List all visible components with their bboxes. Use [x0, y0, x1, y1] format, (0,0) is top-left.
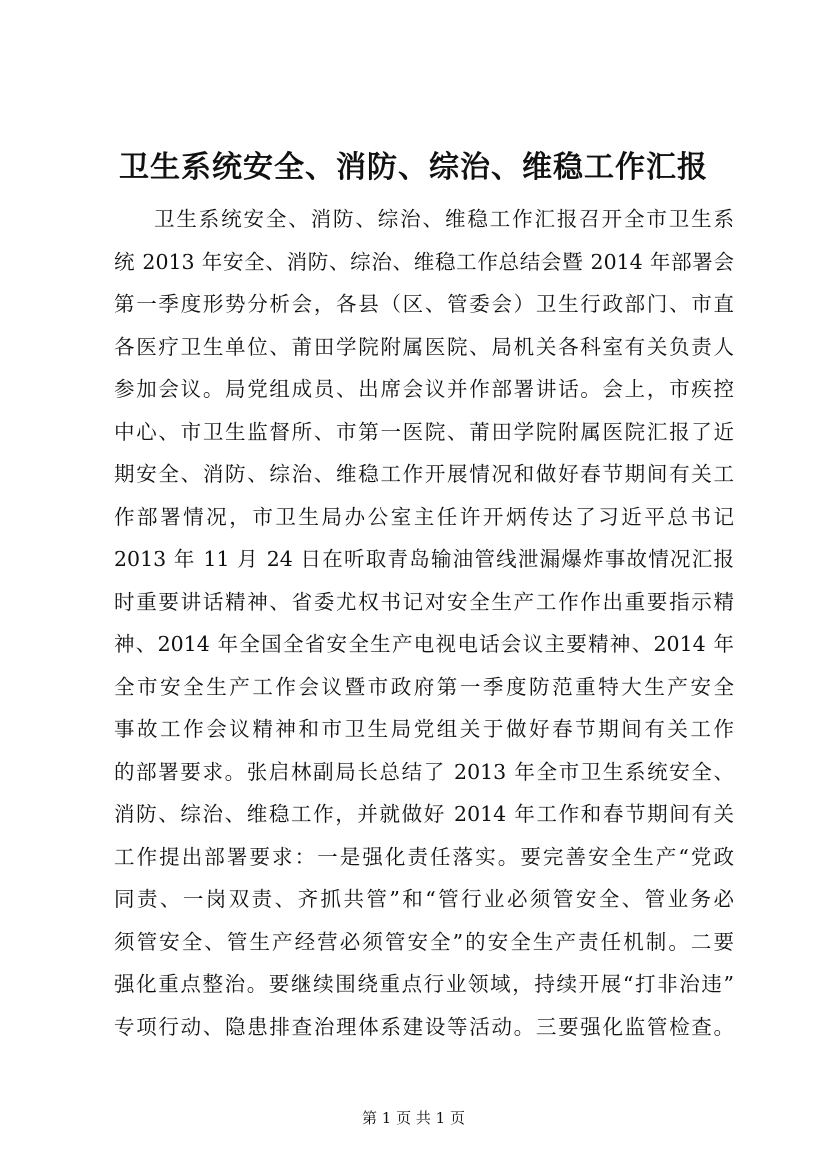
body-line-17: 同责、一岗双责、齐抓共管”和“管行业必须管安全、管业务必	[114, 887, 734, 911]
body-line-6: 中心、市卫生监督所、市第一医院、莆田学院附属医院汇报了近	[114, 419, 734, 444]
body-line-3: 第一季度形势分析会，各县（区、管委会）卫生行政部门、市直	[114, 292, 734, 316]
body-line-11: 神、2014 年全国全省安全生产电视电话会议主要精神、2014 年	[114, 632, 734, 656]
document-body	[114, 198, 734, 1048]
body-line-12: 全市安全生产工作会议暨市政府第一季度防范重特大生产安全	[114, 674, 734, 699]
document-title: 卫生系统安全、消防、综治、维稳工作汇报	[119, 150, 708, 185]
body-line-10: 时重要讲话精神、省委尤权书记对安全生产工作作出重要指示精	[114, 589, 734, 614]
body-line-8: 作部署情况，市卫生局办公室主任许开炳传达了习近平总书记	[114, 504, 734, 529]
body-line-1: 卫生系统安全、消防、综治、维稳工作汇报召开全市卫生系	[154, 207, 734, 231]
body-line-7: 期安全、消防、综治、维稳工作开展情况和做好春节期间有关工	[114, 462, 734, 486]
page-number-footer: 第 1 页 共 1 页	[362, 1109, 465, 1127]
body-line-18: 须管安全、管生产经营必须管安全”的安全生产责任机制。二要	[114, 929, 734, 954]
body-line-15: 消防、综治、维稳工作，并就做好 2014 年工作和春节期间有关	[114, 802, 734, 826]
body-line-5: 参加会议。局党组成员、出席会议并作部署讲话。会上，市疾控	[114, 377, 734, 401]
body-line-16: 工作提出部署要求：一是强化责任落实。要完善安全生产“党政	[114, 844, 734, 869]
body-line-9: 2013 年 11 月 24 日在听取青岛输油管线泄漏爆炸事故情况汇报	[114, 547, 734, 571]
body-line-20: 专项行动、隐患排查治理体系建设等活动。三要强化监管检查。	[114, 1014, 734, 1039]
body-line-19: 强化重点整治。要继续围绕重点行业领域，持续开展“打非治违”	[114, 972, 734, 996]
body-line-4: 各医疗卫生单位、莆田学院附属医院、局机关各科室有关负责人	[114, 334, 734, 359]
body-line-13: 事故工作会议精神和市卫生局党组关于做好春节期间有关工作	[114, 717, 734, 741]
body-line-14: 的部署要求。张启林副局长总结了 2013 年全市卫生系统安全、	[114, 759, 734, 784]
body-line-2: 统 2013 年安全、消防、综治、维稳工作总结会暨 2014 年部署会	[114, 249, 734, 274]
